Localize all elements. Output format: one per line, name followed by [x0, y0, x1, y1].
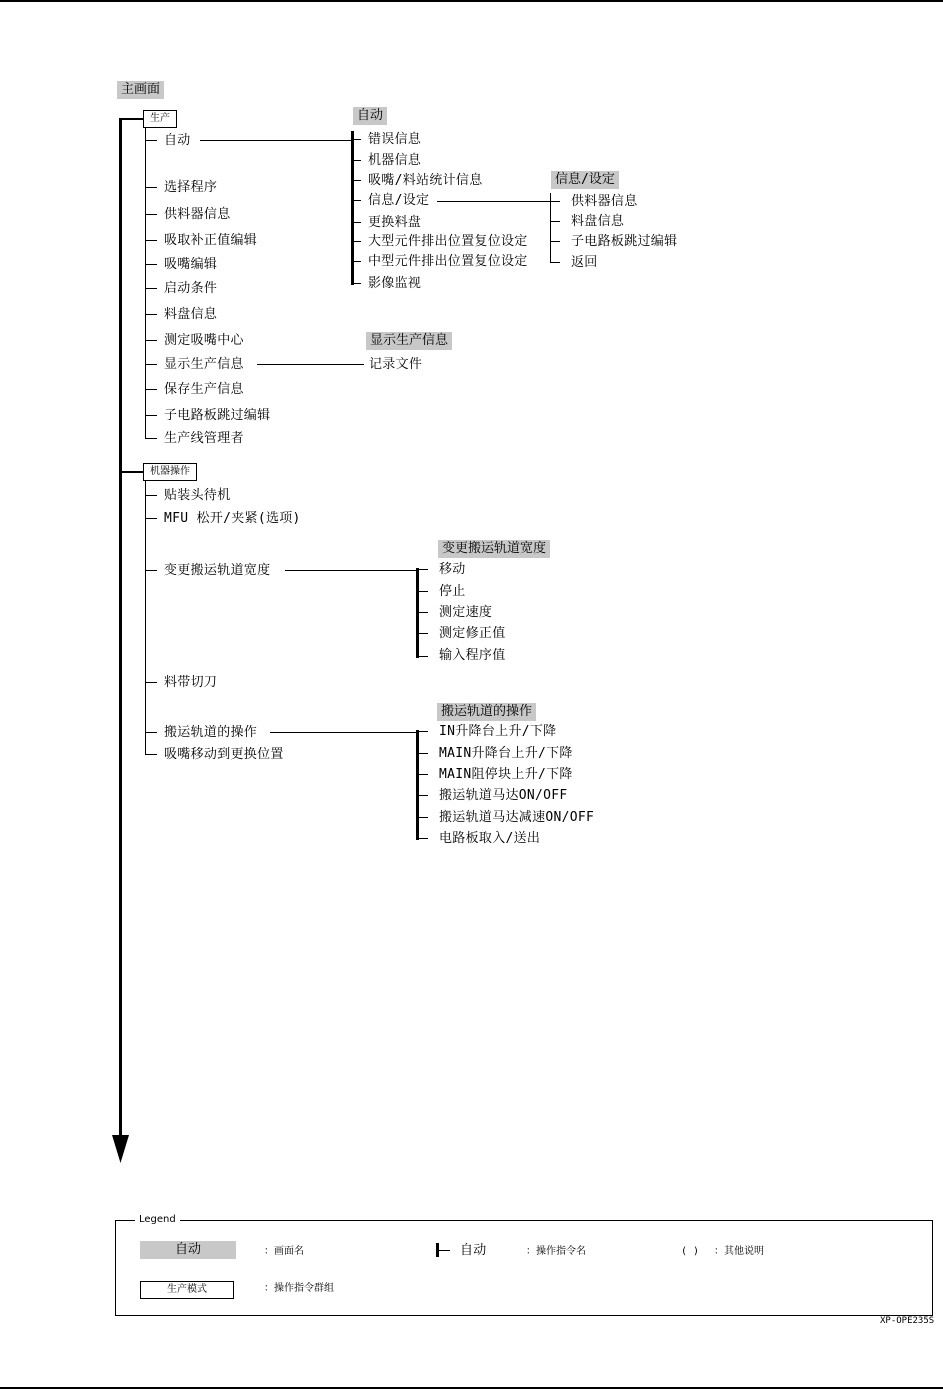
legend-group-desc: ：操作指令群组 [264, 1283, 334, 1294]
menu-item-pick-correction[interactable]: 吸取补正值编辑 [164, 233, 258, 248]
menu-item-start-condition[interactable]: 启动条件 [164, 281, 218, 296]
legend-paren-sample: ( ) [681, 1246, 700, 1257]
legend-box [115, 1220, 933, 1316]
width-connector [285, 570, 417, 571]
info-tree-line [550, 193, 551, 263]
conveyor-tree-line [416, 730, 419, 840]
down-arrow-icon [112, 1135, 129, 1163]
auto-item-machine-info[interactable]: 机器信息 [368, 153, 422, 168]
machine-item-conveyor-operation[interactable]: 搬运轨道的操作 [164, 725, 258, 740]
machine-item-head-standby[interactable]: 贴装头待机 [164, 488, 231, 503]
legend-screen-desc: ：画面名 [264, 1246, 304, 1257]
production-branch [119, 118, 143, 120]
info-connector [437, 201, 550, 202]
auto-item-change-tray[interactable]: 更换料盘 [368, 215, 422, 230]
auto-item-nozzle-stats[interactable]: 吸嘴/料站统计信息 [368, 173, 483, 188]
group-production: 生产 [143, 110, 177, 128]
menu-item-tray-info[interactable]: 料盘信息 [164, 307, 218, 322]
production-tree-line [145, 128, 146, 439]
info-item-sub-board-skip[interactable]: 子电路板跳过编辑 [571, 234, 678, 249]
conveyor-item-main-lift[interactable]: MAIN升降台上升/下降 [439, 746, 573, 761]
legend-command-tick [436, 1250, 450, 1251]
width-tree-line [416, 568, 419, 658]
menu-item-auto[interactable]: 自动 [164, 133, 191, 148]
auto-item-large-part-reset[interactable]: 大型元件排出位置复位设定 [368, 234, 528, 249]
conveyor-connector [270, 732, 417, 733]
top-border [0, 0, 943, 2]
legend-paren-desc: ：其他说明 [714, 1246, 764, 1257]
machine-item-nozzle-move[interactable]: 吸嘴移动到更换位置 [164, 747, 284, 762]
width-item-move[interactable]: 移动 [439, 562, 466, 577]
bottom-border [0, 1387, 943, 1389]
width-item-stop[interactable]: 停止 [439, 584, 466, 599]
legend-command-sample: 自动 [460, 1243, 487, 1258]
screen-conveyor-title: 搬运轨道的操作 [437, 703, 536, 721]
width-item-measure-speed[interactable]: 测定速度 [439, 605, 493, 620]
main-screen-label: 主画面 [117, 81, 164, 99]
screen-auto-title: 自动 [353, 107, 387, 125]
auto-item-info-settings[interactable]: 信息/设定 [368, 193, 430, 208]
machine-item-tape-cutter[interactable]: 料带切刀 [164, 675, 218, 690]
screen-info-title: 信息/设定 [551, 171, 619, 189]
machine-item-mfu-clamp[interactable]: MFU 松开/夹紧(选项) [164, 511, 301, 526]
legend-group-sample: 生产模式 [140, 1281, 234, 1299]
conveyor-item-board-in-out[interactable]: 电路板取入/送出 [439, 831, 541, 846]
menu-item-display-production-info[interactable]: 显示生产信息 [164, 357, 244, 372]
info-item-feeder[interactable]: 供料器信息 [571, 194, 638, 209]
display-item-log-file[interactable]: 记录文件 [369, 357, 423, 372]
menu-item-feeder-info[interactable]: 供料器信息 [164, 207, 231, 222]
auto-item-image-monitor[interactable]: 影像监视 [368, 276, 422, 291]
menu-item-nozzle-center[interactable]: 测定吸嘴中心 [164, 333, 244, 348]
group-machine-operation: 机器操作 [143, 463, 197, 481]
auto-item-medium-part-reset[interactable]: 中型元件排出位置复位设定 [368, 254, 528, 269]
menu-item-save-production-info[interactable]: 保存生产信息 [164, 382, 244, 397]
menu-item-nozzle-edit[interactable]: 吸嘴编辑 [164, 257, 218, 272]
legend-command-desc: ：操作指令名 [526, 1246, 586, 1257]
auto-item-error-info[interactable]: 错误信息 [368, 132, 422, 147]
machine-item-change-width[interactable]: 变更搬运轨道宽度 [164, 563, 271, 578]
machine-branch [119, 471, 143, 473]
legend-screen-sample: 自动 [140, 1241, 236, 1259]
menu-item-select-program[interactable]: 选择程序 [164, 180, 218, 195]
legend-title: Legend [135, 1214, 180, 1225]
screen-display-title: 显示生产信息 [366, 332, 452, 350]
info-item-tray[interactable]: 料盘信息 [571, 214, 625, 229]
menu-item-line-manager[interactable]: 生产线管理者 [164, 431, 244, 446]
document-code: XP-OPE235S [880, 1316, 935, 1326]
width-item-measure-correction[interactable]: 测定修正值 [439, 626, 506, 641]
auto-connector [200, 140, 352, 141]
screen-width-title: 变更搬运轨道宽度 [438, 540, 550, 558]
menu-item-sub-board-skip[interactable]: 子电路板跳过编辑 [164, 408, 271, 423]
main-trunk-line [119, 118, 122, 1142]
conveyor-item-motor-slow[interactable]: 搬运轨道马达减速ON/OFF [439, 810, 595, 825]
conveyor-item-main-stopper[interactable]: MAIN阻停块上升/下降 [439, 767, 573, 782]
width-item-input-program[interactable]: 输入程序值 [439, 648, 506, 663]
conveyor-item-motor[interactable]: 搬运轨道马达ON/OFF [439, 788, 568, 803]
machine-tree-line [145, 481, 146, 755]
conveyor-item-in-lift[interactable]: IN升降台上升/下降 [439, 724, 557, 739]
display-connector [257, 364, 364, 365]
info-item-return[interactable]: 返回 [571, 255, 598, 270]
